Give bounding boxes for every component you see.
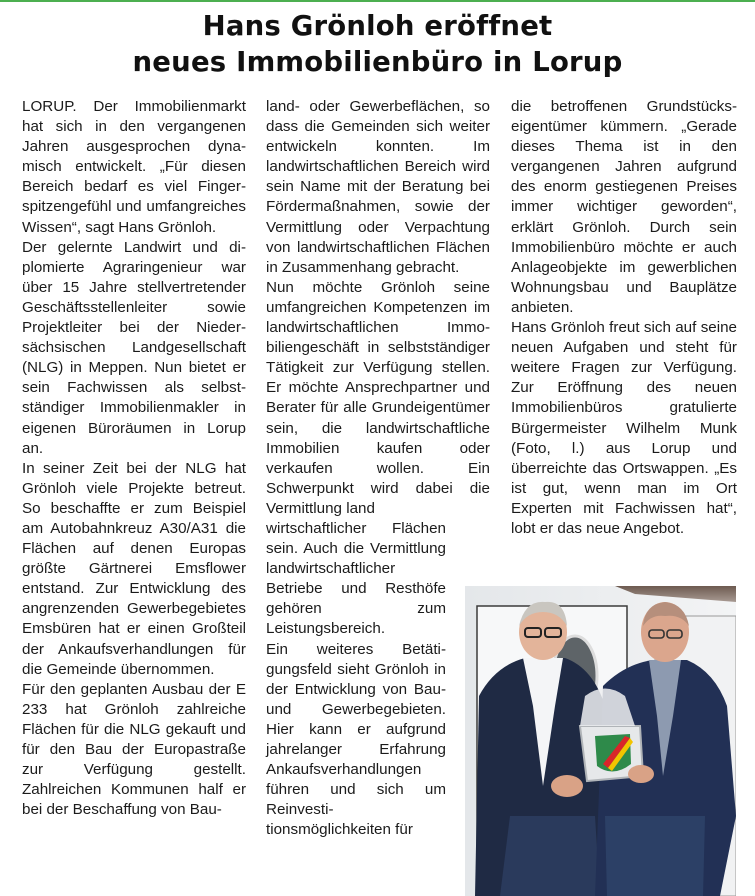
paragraph: Der gelernte Landwirt und diplomierte Agraringenieur war über 15 Jahre stellvertretender Geschäftsstellenleiter sowie Projektleiter bei der Niedersächsischen Landgesellschaft (NLG) in Meppen. Nun bietet er sein Fachwissen als selbstständiger Immobilienmakler in eigenen Büroräumen in Lorup an. [22, 238, 246, 457]
article-column-3 [511, 97, 737, 539]
paragraph: Für den geplanten Ausbau der E 233 hat Grönloh zahlreiche Flächen für die NLG gekauft und für den Bau der Europastraße zur Verfügung gestellt. Zahlreichen Kommunen half er bei der Beschaffung von Bau- [22, 680, 246, 819]
article-photo [465, 586, 736, 896]
headline-line-2: neues Immobilienbüro in Lorup [132, 46, 623, 78]
headline-line-1: Hans Grönloh eröffnet [202, 10, 553, 42]
paragraph: die betroffenen Grundstückseigentümer kümmern. „Gerade dieses Thema ist in den vergangenen Jahren aufgrund des enorm gestiegenen Preises immer wichtiger geworden“, erklärt Grönloh. Durch sein Immobilienbüro möchte er auch Anlageobjekte im gewerblichen Wohnungsbau und Bauplätze anbieten. [511, 98, 737, 316]
paragraph: LORUP. Der Immobilienmarkt hat sich in den vergangenen Jahren ausgesprochen dynamisch entwickelt. „Für diesen Bereich bedarf es viel Fingerspitzengefühl und umfangreiches Wissen“, sagt Hans Grönloh. [22, 98, 246, 236]
paragraph: In seiner Zeit bei der NLG hat Grönloh viele Projekte betreut. So beschaffte er zum Beispiel am Autobahnkreuz A30/A31 die Flächen auf denen Europas größte Gärtnerei Emsflower entstand. Zur Entwicklung des angrenzenden Gewerbegebietes Emsbüren hat er einen Großteil der Ankaufsverhandlungen für die Gemeinde übernommen. [22, 459, 246, 678]
accent-top-rule [0, 0, 755, 2]
article-column-1 [22, 97, 246, 820]
paragraph: Hans Grönloh freut sich auf seine neuen Aufgaben und steht für weitere Fragen zur Verfügung. Zur Eröffnung des neuen Immobilienbüros gratulierte Bürgermeister Wilhelm Munk (Foto, l.) aus Lorup und überreichte das Ortswappen. „Es ist gut, wenn man im Ort Experten mit Fachwissen hat“, lobt er das neue Angebot. [511, 319, 737, 537]
column-2-wrap-beside-photo [266, 519, 446, 841]
article-column-2 [266, 97, 490, 840]
paragraph: land- oder Gewerbeflächen, so dass die Gemeinden sich weiter entwickeln konnten. Im landwirtschaftlichen Bereich wird sein Name mit der Beratung bei Fördermaßnahmen, sowie der Vermittlung oder Verpachtung von landwirtschaftlichen Flächen in Zusammenhang gebracht. [266, 98, 490, 276]
paragraph: Nun möchte Grönloh seine umfangreichen Kompetenzen im landwirtschaftlichen Immobiliengeschäft in selbstständiger Tätigkeit zur Verfügung stellen. Er möchte Ansprechpartner und Berater für alle Grundeigentümer sein, die landwirtschaftliche Immobilien kaufen oder verkaufen wollen. Ein Schwerpunkt wird dabei die Vermittlung land [266, 278, 490, 517]
paragraph: wirtschaftlicher Flächen sein. Auch die Vermittlung landwirtschaftlicher Betriebe und Resthöfe gehören zum Leistungsbereich. [266, 519, 446, 638]
headline [0, 8, 755, 80]
photo-illustration [465, 586, 736, 896]
paragraph: Ein weiteres Betätigungsfeld sieht Grönloh in der Entwicklung von Bau- und Gewerbegebieten. Hier kann er aufgrund jahrelanger Erfahrung Ankaufsverhandlungen führen und sich um Reinvestitionsmöglichkeiten für [266, 640, 446, 839]
